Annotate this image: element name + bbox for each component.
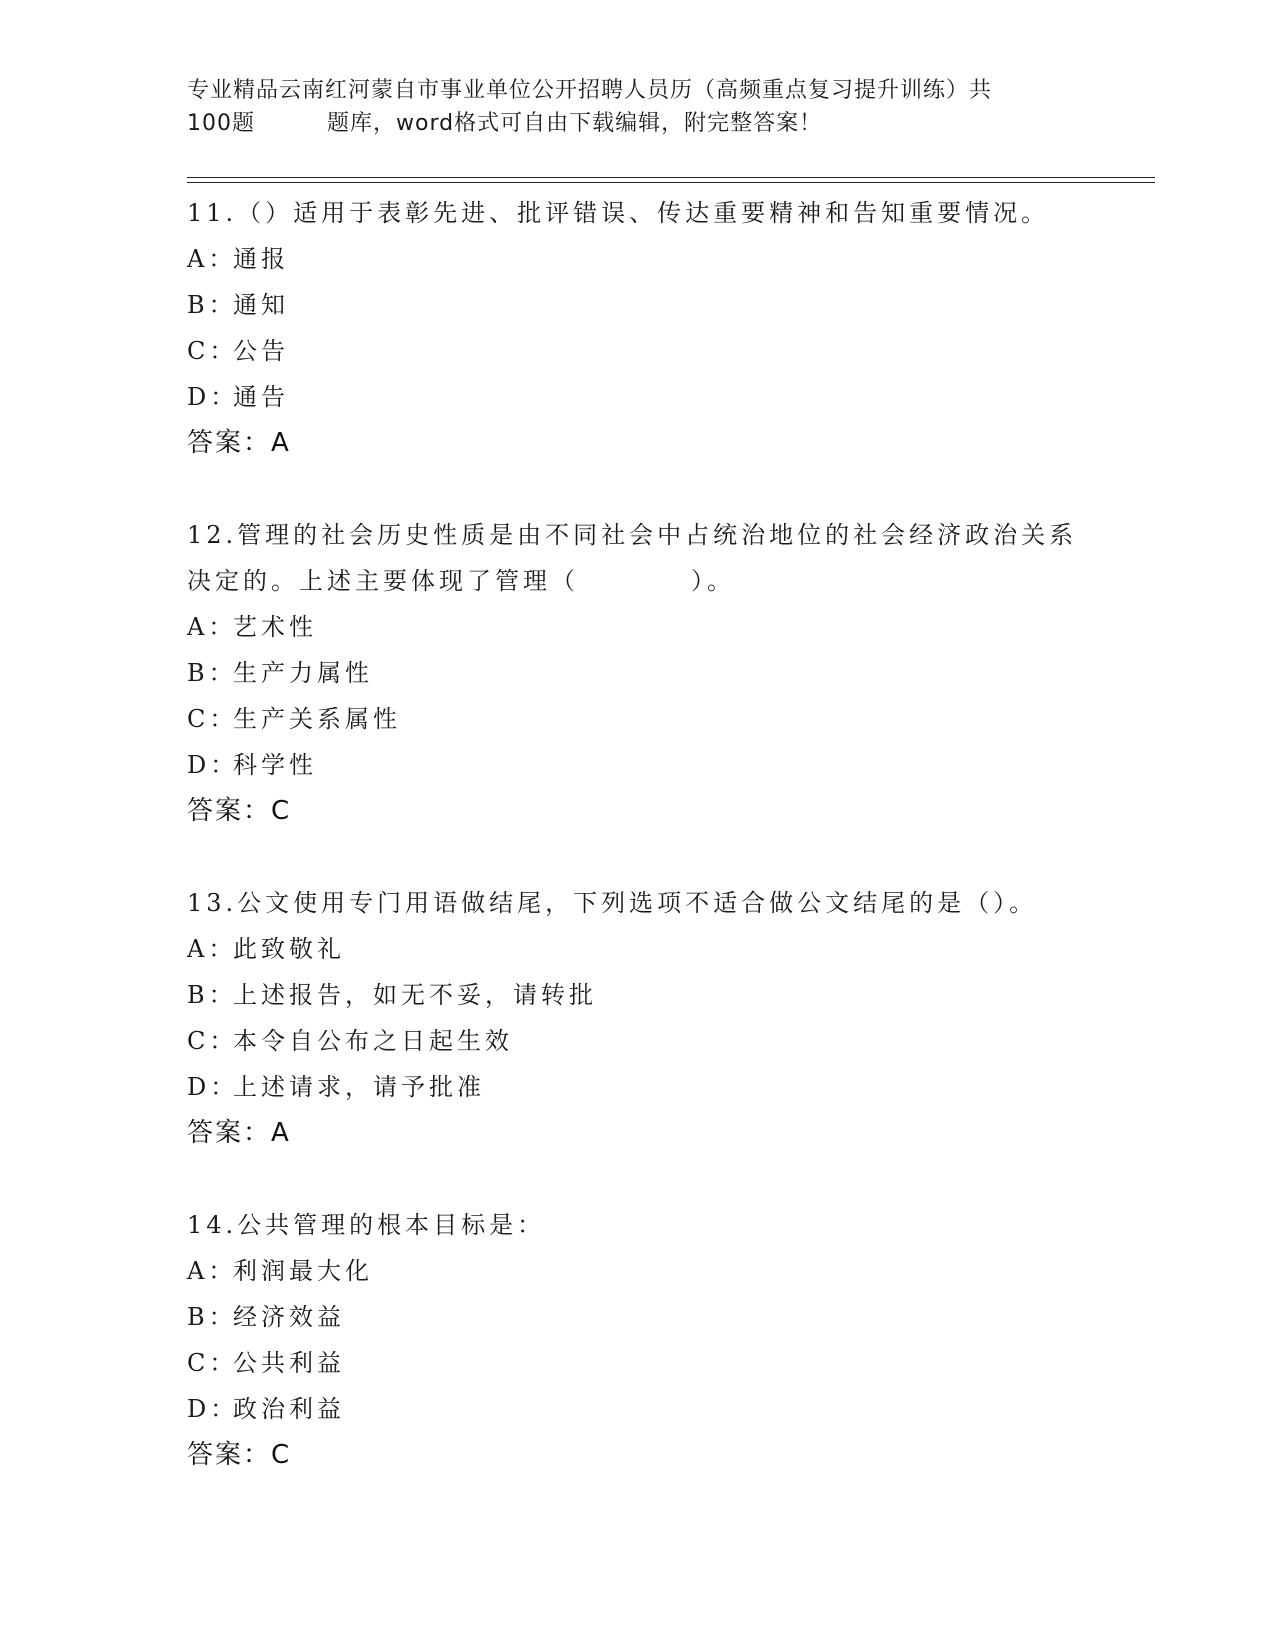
header-description: 题库，word格式可自由下载编辑，附完整答案！	[327, 111, 823, 136]
option-text: 上述请求，请予批准	[233, 1073, 485, 1101]
question-text: 13.公文使用专门用语做结尾，下列选项不适合做公文结尾的是（）。	[187, 889, 1038, 917]
option-text: 生产关系属性	[233, 705, 401, 733]
option-key: D：	[187, 1073, 239, 1101]
option-a	[187, 1248, 1087, 1294]
option-c	[187, 1018, 1087, 1064]
option-key: D：	[187, 751, 239, 779]
option-text: 此致敬礼	[233, 935, 345, 963]
question-12	[187, 512, 1087, 834]
option-text: 科学性	[233, 751, 317, 779]
option-key: C：	[187, 1349, 238, 1377]
option-key: A：	[187, 935, 237, 963]
option-d	[187, 1386, 1087, 1432]
option-c	[187, 328, 1087, 374]
option-key: C：	[187, 1027, 238, 1055]
option-text: 公共利益	[233, 1349, 345, 1377]
option-text: 通知	[233, 291, 289, 319]
option-b	[187, 972, 1087, 1018]
option-d	[187, 374, 1087, 420]
option-text: 利润最大化	[233, 1257, 373, 1285]
option-d	[187, 1064, 1087, 1110]
option-a	[187, 604, 1087, 650]
option-text: 艺术性	[233, 613, 317, 641]
question-text: 12.管理的社会历史性质是由不同社会中占统治地位的社会经济政治关系决定的。上述主要体现了管理（ ）。	[187, 521, 1078, 595]
option-b	[187, 282, 1087, 328]
option-key: A：	[187, 245, 237, 273]
option-b	[187, 1294, 1087, 1340]
answer-line: 答案：C	[187, 796, 292, 826]
answer-line: 答案：C	[187, 1440, 292, 1470]
question-13	[187, 880, 1087, 1156]
answer-line: 答案：A	[187, 1118, 291, 1148]
option-key: B：	[187, 981, 237, 1009]
header-divider-bottom	[187, 182, 1155, 183]
question-14	[187, 1202, 1087, 1478]
option-key: B：	[187, 291, 237, 319]
option-a	[187, 926, 1087, 972]
option-text: 经济效益	[233, 1303, 345, 1331]
question-11	[187, 190, 1087, 466]
option-key: A：	[187, 1257, 237, 1285]
question-list	[187, 190, 1087, 1524]
option-text: 政治利益	[233, 1395, 345, 1423]
option-key: B：	[187, 1303, 237, 1331]
header-title-line2	[187, 107, 1067, 140]
option-key: A：	[187, 613, 237, 641]
question-text: 11.（）适用于表彰先进、批评错误、传达重要精神和告知重要情况。	[187, 199, 1050, 227]
document-header	[187, 74, 1067, 140]
option-a	[187, 236, 1087, 282]
option-c	[187, 1340, 1087, 1386]
header-title-line1: 专业精品云南红河蒙自市事业单位公开招聘人员历（高频重点复习提升训练）共	[187, 78, 993, 103]
option-text: 公告	[233, 337, 289, 365]
option-text: 通报	[233, 245, 289, 273]
option-key: C：	[187, 337, 238, 365]
option-key: C：	[187, 705, 238, 733]
option-key: D：	[187, 383, 239, 411]
option-key: B：	[187, 659, 237, 687]
option-d	[187, 742, 1087, 788]
option-b	[187, 650, 1087, 696]
answer-line: 答案：A	[187, 428, 291, 458]
header-divider-top	[187, 177, 1155, 178]
option-text: 本令自公布之日起生效	[233, 1027, 513, 1055]
option-text: 通告	[233, 383, 289, 411]
option-c	[187, 696, 1087, 742]
option-text: 生产力属性	[233, 659, 373, 687]
option-key: D：	[187, 1395, 239, 1423]
option-text: 上述报告，如无不妥，请转批	[233, 981, 597, 1009]
header-question-count: 100题	[187, 111, 255, 136]
question-text: 14.公共管理的根本目标是：	[187, 1211, 546, 1239]
